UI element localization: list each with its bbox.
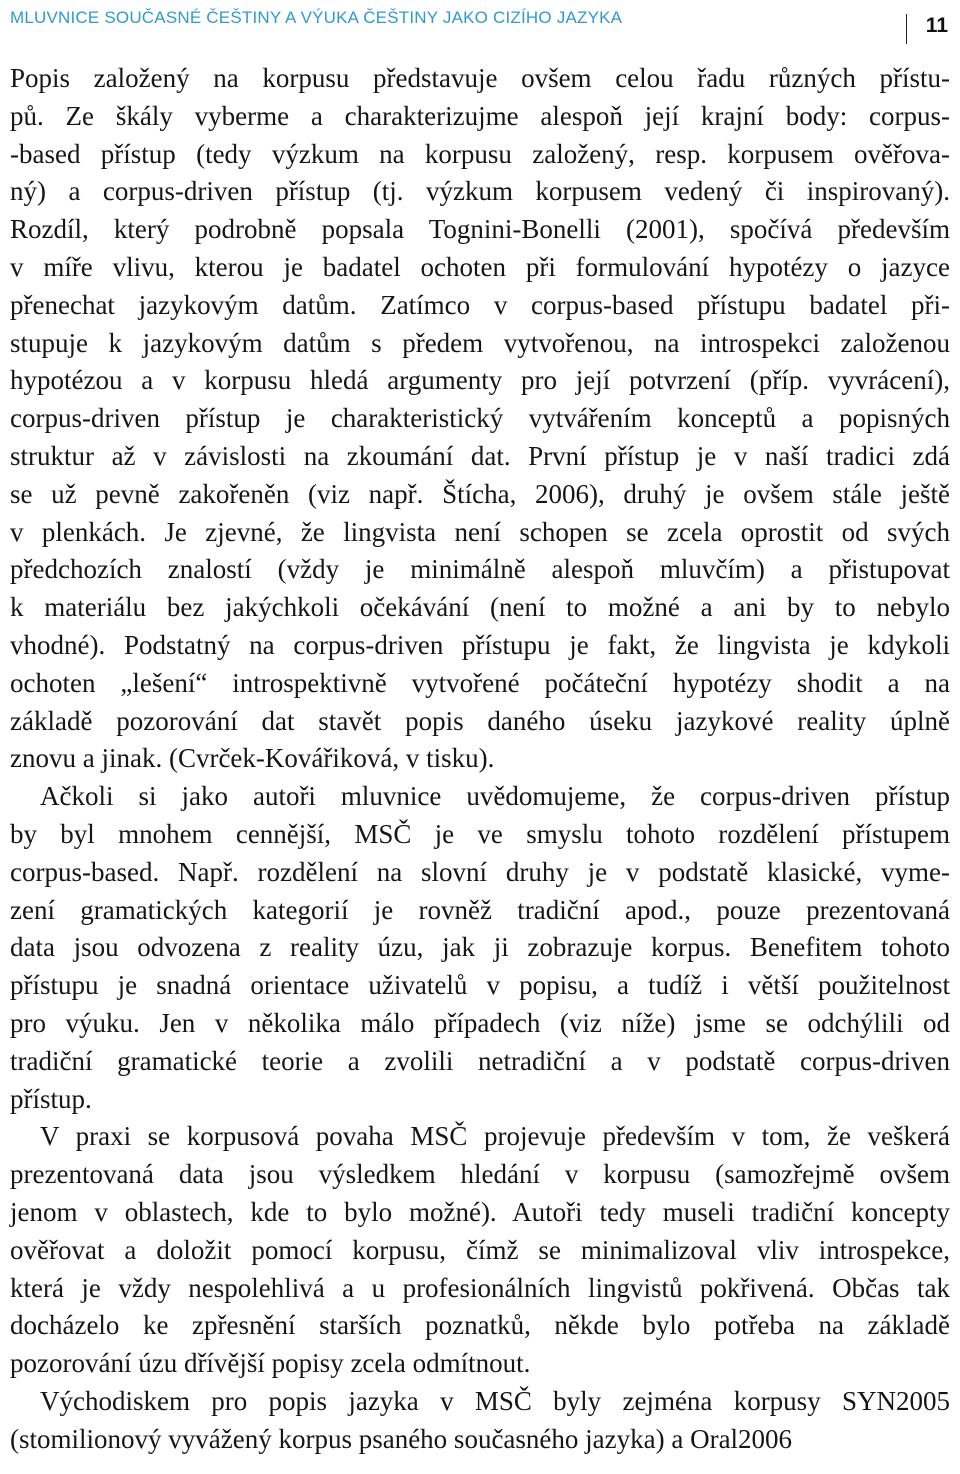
text-line-content: ochoten „lešení“ introspektivně vytvořené počáteční hypotézy shodit a na bbox=[10, 667, 950, 698]
text-line-content: stupuje k jazykovým datům s předem vytvořenou, na introspekci založenou bbox=[10, 327, 950, 358]
text-line-content: by byl mnohem cennější, MSČ je ve smyslu tohoto rozdělení přístupem bbox=[10, 818, 950, 849]
text-line-content: -based přístup (tedy výzkum na korpusu založený, resp. korpusem ověřova- bbox=[10, 138, 950, 169]
page-number-divider bbox=[906, 14, 907, 44]
text-line-content: corpus-based. Např. rozdělení na slovní druhy je v podstatě klasické, vyme- bbox=[10, 856, 950, 887]
text-line-content: znovu a jinak. (Cvrček-Kovářiková, v tisku). bbox=[10, 743, 495, 774]
text-line bbox=[10, 1421, 950, 1459]
text-line bbox=[10, 854, 950, 892]
body-text bbox=[10, 60, 950, 1458]
text-line-content: pro výuku. Jen v několika málo případech (viz níže) jsme se odchýlili od bbox=[10, 1007, 950, 1038]
text-line bbox=[10, 778, 950, 816]
text-line bbox=[10, 1232, 950, 1270]
text-line bbox=[10, 1270, 950, 1308]
text-line-content: jenom v oblastech, kde to bylo možné). Autoři tedy museli tradiční koncepty bbox=[10, 1196, 950, 1227]
text-line bbox=[10, 136, 950, 174]
text-line bbox=[10, 173, 950, 211]
text-line-content: tradiční gramatické teorie a zvolili netradiční a v podstatě corpus-driven bbox=[10, 1045, 950, 1076]
text-line bbox=[10, 249, 950, 287]
text-line bbox=[10, 1345, 950, 1383]
text-line bbox=[10, 589, 950, 627]
text-line bbox=[10, 438, 950, 476]
text-line bbox=[10, 362, 950, 400]
text-line bbox=[10, 1307, 950, 1345]
text-line bbox=[10, 1194, 950, 1232]
text-line bbox=[10, 1043, 950, 1081]
text-line-content: struktur až v závislosti na zkoumání dat. První přístup je v naší tradici zdá bbox=[10, 440, 950, 471]
text-line-content: Popis založený na korpusu představuje ovšem celou řadu různých přístu- bbox=[10, 63, 950, 93]
text-line-content: v plenkách. Je zjevné, že lingvista není schopen se zcela oprostit od svých bbox=[10, 516, 950, 547]
text-line bbox=[10, 1081, 950, 1119]
text-line bbox=[10, 627, 950, 665]
text-line-content: přenechat jazykovým datům. Zatímco v corpus-based přístupu badatel při- bbox=[10, 289, 950, 320]
text-line-content: docházelo ke zpřesnění starších poznatků, někde bylo potřeba na základě bbox=[10, 1310, 950, 1341]
text-line bbox=[10, 929, 950, 967]
text-line-content: prezentovaná data jsou výsledkem hledání v korpusu (samozřejmě ovšem bbox=[10, 1159, 950, 1190]
text-line bbox=[10, 514, 950, 552]
text-line bbox=[10, 816, 950, 854]
text-line bbox=[10, 665, 950, 703]
text-line bbox=[10, 325, 950, 363]
text-line-content: se už pevně zakořeněn (viz např. Štícha, 2006), druhý je ovšem stále ještě bbox=[10, 478, 950, 509]
text-line bbox=[10, 892, 950, 930]
text-line bbox=[10, 476, 950, 514]
text-line-content: (stomilionový vyvážený korpus psaného současného jazyka) a Oral2006 bbox=[10, 1423, 793, 1454]
text-line-content: ověřovat a doložit pomocí korpusu, čímž se minimalizoval vliv introspekce, bbox=[10, 1234, 950, 1265]
text-line bbox=[10, 703, 950, 741]
text-line bbox=[10, 287, 950, 325]
text-line-content: V praxi se korpusová povaha MSČ projevuje především v tom, že veškerá bbox=[40, 1121, 950, 1152]
text-line-content: Východiskem pro popis jazyka v MSČ byly zejména korpusy SYN2005 bbox=[40, 1385, 950, 1416]
text-line bbox=[10, 60, 950, 98]
text-line-content: přístup. bbox=[10, 1083, 92, 1114]
text-line-content: předchozích znalostí (vždy je minimálně alespoň mluvčím) a přistupovat bbox=[10, 554, 950, 585]
text-line-content: pů. Ze škály vyberme a charakterizujme alespoň její krajní body: corpus- bbox=[10, 100, 950, 131]
text-line-content: vhodné). Podstatný na corpus-driven přístupu je fakt, že lingvista je kdykoli bbox=[10, 629, 950, 660]
text-line-content: Rozdíl, který podrobně popsala Tognini-Bonelli (2001), spočívá především bbox=[10, 214, 950, 245]
text-line-content: data jsou odvozena z reality úzu, jak ji zobrazuje korpus. Benefitem tohoto bbox=[10, 932, 950, 963]
text-line-content: Ačkoli si jako autoři mluvnice uvědomujeme, že corpus-driven přístup bbox=[40, 781, 950, 812]
text-line-content: ný) a corpus-driven přístup (tj. výzkum korpusem vedený či inspirovaný). bbox=[10, 176, 950, 207]
text-line-content: k materiálu bez jakýchkoli očekávání (není to možné a ani by to nebylo bbox=[10, 592, 950, 623]
text-line bbox=[10, 1118, 950, 1156]
text-line bbox=[10, 400, 950, 438]
text-line bbox=[10, 1156, 950, 1194]
text-line bbox=[10, 1383, 950, 1421]
text-line-content: základě pozorování dat stavět popis daného úseku jazykové reality úplně bbox=[10, 705, 950, 736]
running-head: MLUVNICE SOUČASNÉ ČEŠTINY A VÝUKA ČEŠTINY JAKO CIZÍHO JAZYKA bbox=[10, 8, 623, 27]
page-header bbox=[10, 8, 950, 38]
text-line-content: corpus-driven přístup je charakteristický vytvářením konceptů a popisných bbox=[10, 403, 950, 434]
text-line bbox=[10, 98, 950, 136]
text-line bbox=[10, 551, 950, 589]
page-number: 11 bbox=[925, 14, 948, 37]
text-line bbox=[10, 967, 950, 1005]
text-line bbox=[10, 740, 950, 778]
text-line bbox=[10, 1005, 950, 1043]
text-line-content: zení gramatických kategorií je rovněž tradiční apod., pouze prezentovaná bbox=[10, 894, 950, 925]
text-line bbox=[10, 211, 950, 249]
text-line-content: v míře vlivu, kterou je badatel ochoten při formulování hypotézy o jazyce bbox=[10, 251, 950, 282]
text-line-content: pozorování úzu dřívější popisy zcela odmítnout. bbox=[10, 1348, 531, 1379]
text-line-content: přístupu je snadná orientace uživatelů v popisu, a tudíž i větší použitelnost bbox=[10, 970, 950, 1001]
text-line-content: která je vždy nespolehlivá a u profesionálních lingvistů pokřivená. Občas tak bbox=[10, 1272, 950, 1303]
text-line-content: hypotézou a v korpusu hledá argumenty pro její potvrzení (příp. vyvrácení), bbox=[10, 365, 950, 396]
